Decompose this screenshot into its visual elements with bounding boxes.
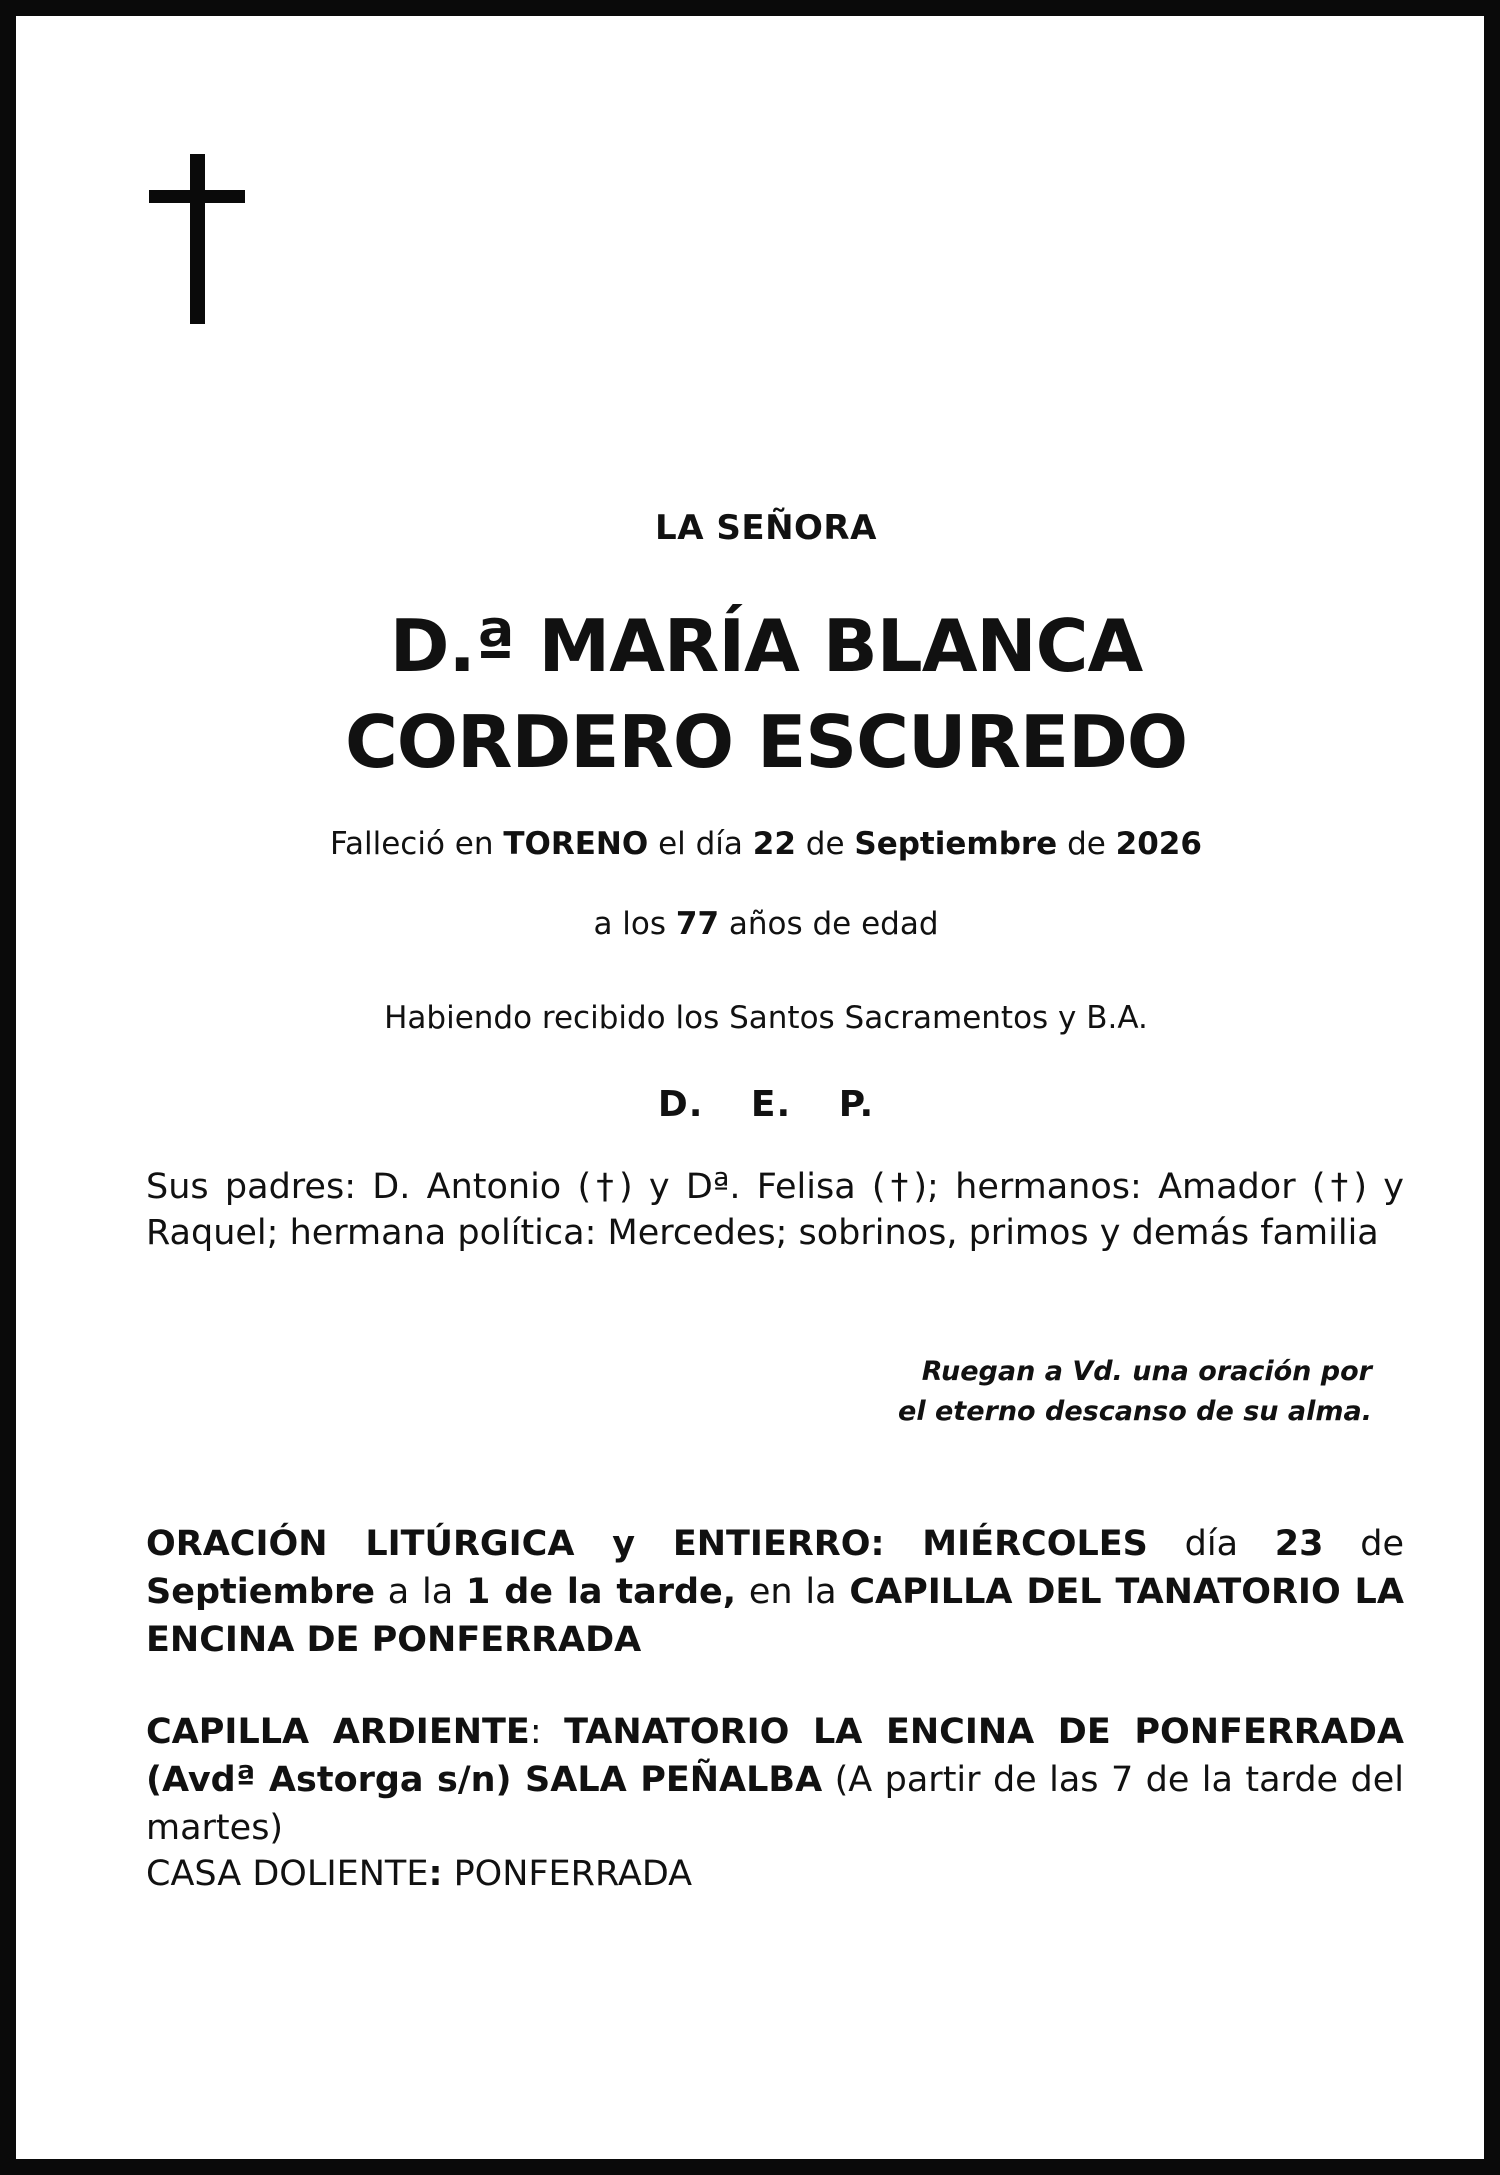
age-prefix: a los — [593, 906, 667, 942]
age-years: 77 — [675, 906, 720, 942]
capilla-note: (A partir de las 7 de la tarde del martes) — [146, 1760, 1404, 1848]
casa-doliente-line — [146, 1850, 1404, 1898]
casa-place: PONFERRADA — [453, 1854, 693, 1894]
ceremony-place: CAPILLA DEL TANATORIO LA ENCINA DE PONFERRADA — [146, 1572, 1404, 1660]
capilla-label: CAPILLA ARDIENTE — [146, 1712, 530, 1752]
casa-sep: : — [428, 1854, 443, 1894]
sacraments-line: Habiendo recibido los Santos Sacramentos y B.A. — [384, 1000, 1148, 1036]
ceremony-month: Septiembre — [146, 1572, 375, 1612]
death-year: 2026 — [1115, 826, 1202, 862]
prayer-line-2: el eterno descanso de su alma. — [898, 1396, 1372, 1427]
age-suffix: años de edad — [728, 906, 939, 942]
ceremony-time: 1 de la tarde, — [466, 1572, 737, 1612]
death-month: Septiembre — [854, 826, 1058, 862]
capilla-sep: : — [529, 1712, 542, 1752]
capilla-place: TANATORIO LA ENCINA DE PONFERRADA (Avdª Astorga s/n) SALA PEÑALBA — [146, 1712, 1404, 1800]
ceremony-paragraph — [146, 1520, 1404, 1664]
ceremony-day: 23 — [1274, 1524, 1324, 1564]
death-prefix: Falleció en — [330, 826, 494, 862]
age-info — [16, 904, 1500, 944]
capilla-ardiente-paragraph — [146, 1708, 1404, 1852]
ceremony-text-3: a la — [387, 1572, 454, 1612]
ceremony-label: ORACIÓN LITÚRGICA y ENTIERRO: MIÉRCOLES — [146, 1524, 1148, 1564]
death-place: TORENO — [503, 826, 649, 862]
name-line-1: D.ª MARÍA BLANCA — [389, 604, 1143, 688]
death-info — [16, 824, 1500, 864]
ceremony-text-4: en la — [748, 1572, 837, 1612]
ceremony-text-2: de — [1360, 1524, 1404, 1564]
prayer-line-1: Ruegan a Vd. una oración por — [921, 1356, 1372, 1387]
title-senora: LA SEÑORA — [655, 508, 877, 548]
death-text-1: el día — [658, 826, 743, 862]
prayer-request — [898, 1352, 1372, 1432]
dep-line: D. E. P. — [657, 1084, 875, 1125]
deceased-name — [16, 598, 1500, 790]
death-text-3: de — [1067, 826, 1106, 862]
name-line-2: CORDERO ESCUREDO — [344, 700, 1188, 784]
family-paragraph: Sus padres: D. Antonio (†) y Dª. Felisa (†); hermanos: Amador (†) y Raquel; hermana política: Mercedes; sobrinos, primos y demás familia — [146, 1167, 1404, 1253]
death-text-2: de — [805, 826, 845, 862]
ceremony-text-1: día — [1184, 1524, 1239, 1564]
latin-cross-icon — [149, 154, 245, 324]
casa-label: CASA DOLIENTE — [146, 1854, 429, 1894]
death-day: 22 — [752, 826, 796, 862]
